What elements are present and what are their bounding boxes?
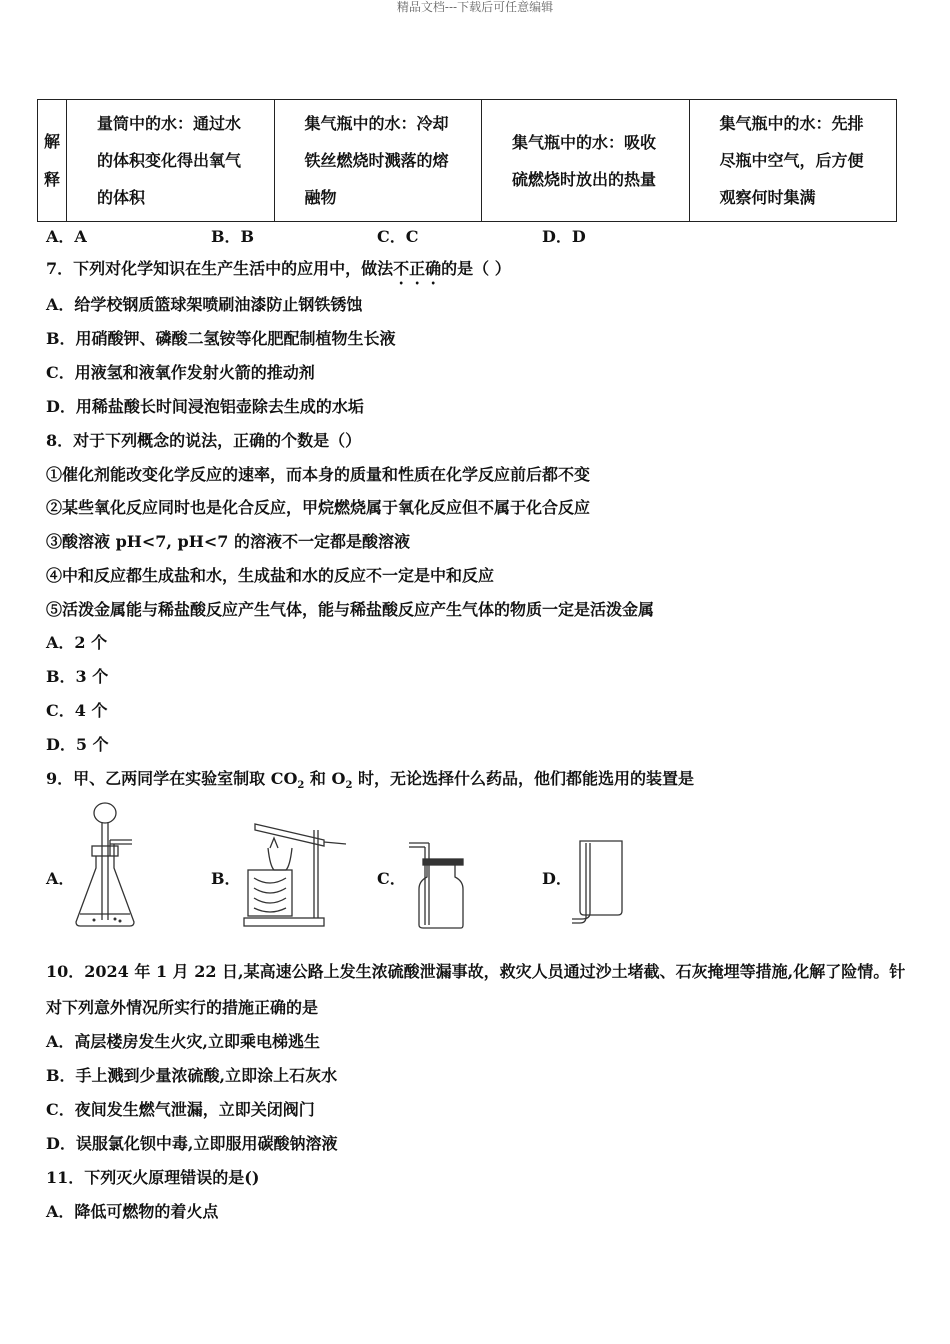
q10-stem-line1: 10．2024 年 1 月 22 日,某高速公路上发生浓硫酸泄漏事故，救灾人员通过沙土堵截、石灰掩埋等措施,化解了险情。针	[46, 962, 906, 981]
cell-line: 集气瓶中的水：吸收	[512, 132, 657, 152]
apparatus-c-gas-bottle-icon[interactable]	[405, 835, 467, 930]
q10-option-a[interactable]: A．高层楼房发生火灾,立即乘电梯逃生	[46, 1032, 320, 1051]
cell-line: 硫燃烧时放出的热量	[512, 169, 657, 189]
label-char: 释	[43, 169, 60, 189]
q10-stem-line2: 对下列意外情况所实行的措施正确的是	[46, 998, 319, 1017]
q7-option-a[interactable]: A．给学校钢质篮球架喷刷油漆防止钢铁锈蚀	[46, 295, 363, 314]
q8-statement-1: ①催化剂能改变化学反应的速率，而本身的质量和性质在化学反应前后都不变	[46, 465, 591, 484]
q9-stem-a: 9．甲、乙两同学在实验室制取 CO	[46, 769, 298, 788]
q10-option-d[interactable]: D．误服氯化钡中毒,立即服用碳酸钠溶液	[46, 1134, 338, 1153]
cell-line: 量筒中的水：通过水	[97, 114, 242, 133]
q6-option-c[interactable]: C．C	[377, 227, 419, 246]
q6-option-a[interactable]: A．A	[46, 227, 87, 246]
table-cell-c	[482, 100, 690, 222]
q8-option-d[interactable]: D．5 个	[46, 735, 109, 754]
q8-option-a[interactable]: A．2 个	[46, 633, 108, 652]
q9-stem-b: 和 O	[304, 769, 346, 788]
q8-statement-5: ⑤活泼金属能与稀盐酸反应产生气体，能与稀盐酸反应产生气体的物质一定是活泼金属	[46, 600, 655, 619]
q8-statement-3: ③酸溶液 pH<7, pH<7 的溶液不一定都是酸溶液	[46, 532, 410, 551]
table-cell-b	[274, 100, 482, 222]
cell-line: 观察何时集满	[719, 188, 816, 207]
cell-line: 铁丝燃烧时溅落的熔	[304, 151, 449, 170]
cell-line: 集气瓶中的水：先排	[719, 114, 864, 133]
cell-line: 的体积变化得出氧气	[97, 151, 242, 170]
q7-option-b[interactable]: B．用硝酸钾、磷酸二氢铵等化肥配制植物生长液	[46, 329, 396, 348]
label-char: 解	[43, 131, 60, 151]
cell-line: 尽瓶中空气，后方便	[719, 151, 864, 170]
q8-stem: 8．对于下列概念的说法，正确的个数是（）	[46, 431, 362, 450]
page-header: 精品文档---下载后可任意编辑	[396, 0, 554, 14]
q7-option-c[interactable]: C．用液氢和液氧作发射火箭的推动剂	[46, 363, 315, 382]
q6-option-d[interactable]: D．D	[542, 227, 586, 246]
apparatus-d-collector-icon[interactable]	[568, 835, 628, 930]
q9-stem	[46, 769, 694, 796]
q9-subscript-1: 2	[297, 780, 305, 792]
q9-option-d-label[interactable]: D．	[542, 869, 572, 888]
table-cell-d	[689, 100, 897, 222]
q9-option-b-label[interactable]: B．	[211, 869, 241, 888]
q11-stem: 11．下列灭火原理错误的是()	[46, 1168, 260, 1187]
q8-statement-4: ④中和反应都生成盐和水，生成盐和水的反应不一定是中和反应	[46, 566, 495, 585]
q8-option-b[interactable]: B．3 个	[46, 667, 109, 686]
explanation-table	[37, 99, 897, 222]
q11-option-a[interactable]: A．降低可燃物的着火点	[46, 1202, 219, 1221]
q9-subscript-2: 2	[345, 780, 353, 792]
cell-line: 集气瓶中的水：冷却	[304, 114, 449, 133]
cell-line: 的体积	[97, 188, 146, 207]
q7-option-d[interactable]: D．用稀盐酸长时间浸泡铝壶除去生成的水垢	[46, 397, 364, 416]
table-row-label	[38, 100, 67, 222]
q6-option-b[interactable]: B．B	[211, 227, 255, 246]
q9-option-a-label[interactable]: A．	[46, 869, 75, 888]
table-cell-a	[67, 100, 275, 222]
q7-stem-post: 的是（ ）	[441, 259, 511, 278]
q9-option-c-label[interactable]: C．	[377, 869, 406, 888]
q10-option-c[interactable]: C．夜间发生燃气泄漏，立即关闭阀门	[46, 1100, 315, 1119]
q9-stem-c: 时，无论选择什么药品，他们都能选用的装置是	[352, 769, 694, 788]
q8-statement-2: ②某些氧化反应同时也是化合反应，甲烷燃烧属于氧化反应但不属于化合反应	[46, 498, 591, 517]
cell-line: 融物	[304, 188, 337, 207]
q10-option-b[interactable]: B．手上溅到少量浓硫酸,立即涂上石灰水	[46, 1066, 338, 1085]
q7-stem	[46, 259, 511, 288]
q7-stem-emphasis: 不正确	[393, 259, 442, 278]
q8-option-c[interactable]: C．4 个	[46, 701, 108, 720]
q7-stem-pre: 7．下列对化学知识在生产生活中的应用中，做法	[46, 259, 394, 278]
apparatus-a-flask-icon[interactable]	[70, 800, 140, 932]
apparatus-b-heating-icon[interactable]	[240, 818, 350, 930]
